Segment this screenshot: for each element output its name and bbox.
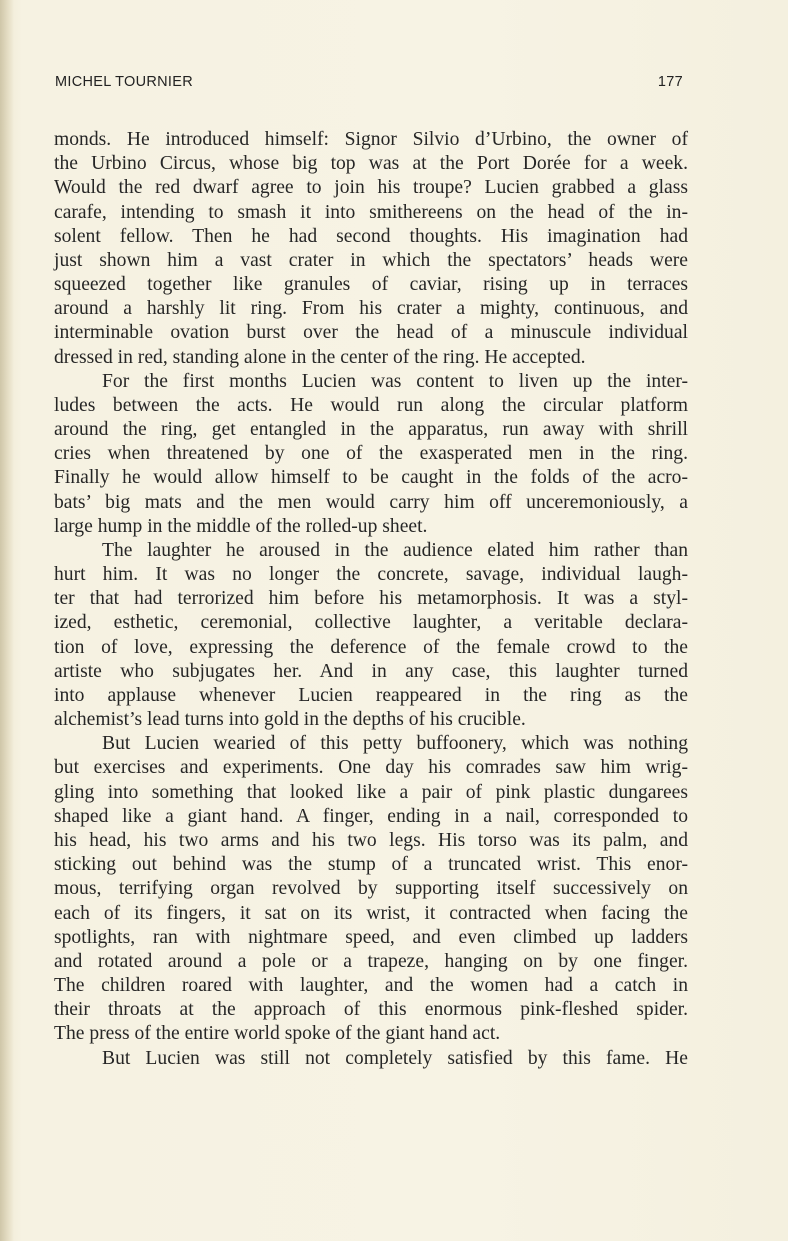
text-line: tion of love, expressing the deference of the female crowd to the	[54, 636, 688, 658]
text-line: For the first months Lucien was content to liven up the inter-	[102, 370, 688, 392]
text-line: and rotated around a pole or a trapeze, hanging on by one finger.	[54, 950, 688, 972]
text-line: alchemist’s lead turns into gold in the depths of his crucible.	[54, 709, 526, 731]
text-line: cries when threatened by one of the exasperated men in the ring.	[54, 443, 688, 465]
text-line: bats’ big mats and the men would carry him off unceremoniously, a	[54, 491, 688, 513]
text-line: around the ring, get entangled in the apparatus, run away with shrill	[54, 419, 688, 441]
text-line: the Urbino Circus, whose big top was at the Port Dorée for a week.	[54, 153, 688, 175]
text-line: spotlights, ran with nightmare speed, and even climbed up ladders	[54, 926, 688, 948]
text-line: interminable ovation burst over the head of a minuscule individual	[54, 322, 688, 344]
text-line: gling into something that looked like a pair of pink plastic dungarees	[54, 781, 688, 803]
running-head-author: MICHEL TOURNIER	[55, 74, 193, 90]
text-line: squeezed together like granules of caviar, rising up in terraces	[54, 274, 688, 296]
text-line: artiste who subjugates her. And in any case, this laughter turned	[54, 660, 688, 682]
text-line: but exercises and experiments. One day his comrades saw him wrig-	[54, 757, 688, 779]
text-line: hurt him. It was no longer the concrete, savage, individual laugh-	[54, 564, 688, 586]
text-line: shaped like a giant hand. A finger, ending in a nail, corresponded to	[54, 805, 688, 827]
text-line: just shown him a vast crater in which the spectators’ heads were	[54, 249, 688, 271]
text-line: solent fellow. Then he had second thoughts. His imagination had	[54, 225, 688, 247]
text-line: dressed in red, standing alone in the center of the ring. He accepted.	[54, 346, 586, 368]
body-text	[54, 128, 688, 1071]
page-binding-shadow	[0, 0, 14, 1241]
text-line: around a harshly lit ring. From his crater a mighty, continuous, and	[54, 298, 688, 320]
text-line: ter that had terrorized him before his metamorphosis. It was a styl-	[54, 588, 688, 610]
text-line: mous, terrifying organ revolved by supporting itself successively on	[54, 878, 688, 900]
text-line: his head, his two arms and his two legs. His torso was its palm, and	[54, 829, 688, 851]
text-line: into applause whenever Lucien reappeared in the ring as the	[54, 684, 688, 706]
running-header	[55, 74, 685, 96]
text-line: sticking out behind was the stump of a truncated wrist. This enor-	[54, 854, 688, 876]
text-line: carafe, intending to smash it into smithereens on the head of the in-	[54, 201, 688, 223]
text-line: ludes between the acts. He would run along the circular platform	[54, 394, 688, 416]
text-line: each of its fingers, it sat on its wrist, it contracted when facing the	[54, 902, 688, 924]
text-line: The press of the entire world spoke of the giant hand act.	[54, 1023, 501, 1045]
text-line: large hump in the middle of the rolled-up sheet.	[54, 515, 428, 537]
text-line: their throats at the approach of this enormous pink-fleshed spider.	[54, 999, 688, 1021]
text-line: But Lucien wearied of this petty buffoonery, which was nothing	[102, 733, 688, 755]
text-line: But Lucien was still not completely satisfied by this fame. He	[102, 1047, 688, 1069]
text-line: The laughter he aroused in the audience elated him rather than	[102, 539, 688, 561]
text-line: Finally he would allow himself to be caught in the folds of the acro-	[54, 467, 688, 489]
text-line: The children roared with laughter, and the women had a catch in	[54, 975, 688, 997]
text-line: monds. He introduced himself: Signor Silvio d’Urbino, the owner of	[54, 129, 688, 150]
page-number: 177	[657, 74, 683, 90]
text-line: Would the red dwarf agree to join his troupe? Lucien grabbed a glass	[54, 177, 688, 199]
text-line: ized, esthetic, ceremonial, collective laughter, a veritable declara-	[54, 612, 688, 634]
